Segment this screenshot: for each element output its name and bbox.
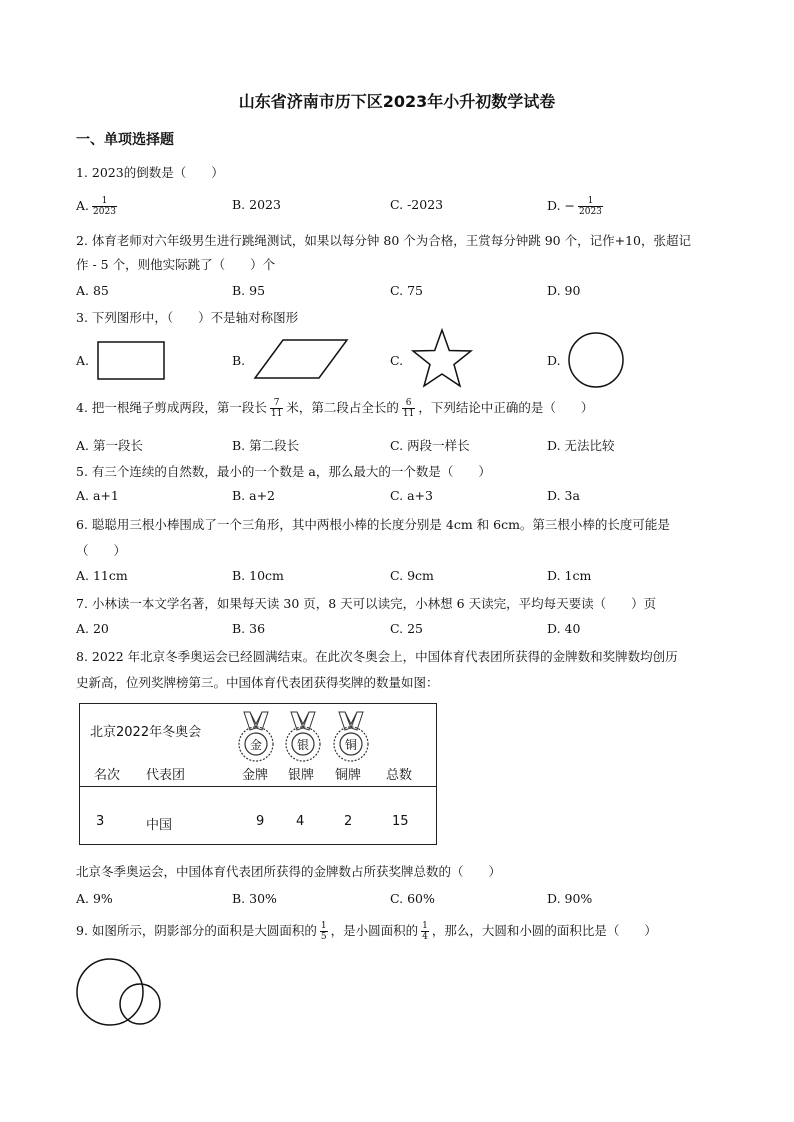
header-bronze: 铜牌 (335, 768, 362, 783)
q5-option-c: C. a+3 (390, 488, 433, 503)
q7-stem: 7. 小林读一本文学名著，如果每天读 30 页，8 天可以读完，小林想 6 天读完，平均每天要读（ ）页 (76, 596, 657, 611)
q7-option-d: D. 40 (547, 621, 581, 636)
q7-option-c: C. 25 (390, 621, 423, 636)
q6-option-c: C. 9cm (390, 568, 434, 583)
q8-question: 北京冬季奥运会，中国体育代表团所获得的金牌数占所获奖牌总数的（ ） (76, 864, 502, 879)
header-delegation: 代表团 (146, 768, 186, 783)
header-gold: 金牌 (242, 768, 269, 783)
q5-option-b: B. a+2 (232, 488, 276, 503)
q2-option-a: A. 85 (76, 283, 109, 298)
q5-option-a: A. a+1 (76, 488, 119, 503)
q4-stem: 4. 把一根绳子剪成两段，第一段长 $\frac{7}{11}$ 米，第二段占全长的 $\frac{6}{11}$ ，下列结论中正确的是（ ） (76, 398, 594, 419)
q8-stem-line1: 8. 2022 年北京冬季奥运会已经圆满结束。在此次冬奥会上，中国体育代表团所获得的金牌数和奖牌数均创历 (76, 649, 678, 664)
star-figure (410, 328, 474, 390)
q3-stem: 3. 下列图形中，（ ）不是轴对称图形 (76, 310, 299, 325)
header-rank: 名次 (94, 768, 121, 783)
q4-option-d: D. 无法比较 (547, 438, 615, 453)
q7-option-a: A. 20 (76, 621, 109, 636)
q1-stem: 1. 2023的倒数是（ ） (76, 165, 224, 180)
q7-option-b: B. 36 (232, 621, 266, 636)
q2-stem-line2: 作 - 5 个，则他实际跳了（ ）个 (76, 257, 276, 272)
parallelogram-figure (253, 338, 349, 382)
q2-stem-line1: 2. 体育老师对六年级男生进行跳绳测试，如果以每分钟 80 个为合格，王赏每分钟跳 90 个，记作+10，张超记 (76, 233, 691, 248)
q6-option-a: A. 11cm (76, 568, 128, 583)
header-silver: 银牌 (288, 768, 315, 783)
silver-medal-icon (283, 710, 323, 764)
gold-medal-icon (236, 710, 276, 764)
q1-option-b: B. 2023 (232, 197, 281, 212)
q3-option-c: C. (390, 353, 404, 368)
q6-option-d: D. 1cm (547, 568, 592, 583)
section-heading: 一、单项选择题 (76, 132, 174, 148)
q3-option-d: D. (547, 353, 561, 368)
q4-option-b: B. 第二段长 (232, 438, 300, 453)
q1-option-d: D. − $\frac{1}{2023}$ (547, 196, 602, 217)
table-caption: 北京2022年冬奥会 (90, 725, 202, 740)
bronze-medal-glyph: 铜 (344, 738, 358, 752)
gold-medal-glyph: 金 (249, 738, 263, 752)
q8-option-c: C. 60% (390, 891, 435, 906)
cell-total: 15 (392, 814, 409, 829)
q6-stem-line1: 6. 聪聪用三根小棒围成了一个三角形，其中两根小棒的长度分别是 4cm 和 6cm。第三根小棒的长度可能是 (76, 517, 670, 532)
cell-delegation: 中国 (146, 818, 173, 833)
q1-option-c: C. -2023 (390, 197, 444, 212)
circle-figure (566, 330, 626, 390)
q2-option-c: C. 75 (390, 283, 423, 298)
q4-option-a: A. 第一段长 (76, 438, 143, 453)
q5-option-d: D. 3a (547, 488, 580, 503)
q2-option-b: B. 95 (232, 283, 266, 298)
q6-stem-line2: （ ） (76, 543, 127, 558)
silver-medal-glyph: 银 (296, 738, 310, 752)
q4-option-c: C. 两段一样长 (390, 438, 470, 453)
q6-option-b: B. 10cm (232, 568, 284, 583)
q8-option-a: A. 9% (76, 891, 113, 906)
bronze-medal-icon (331, 710, 371, 764)
q2-option-d: D. 90 (547, 283, 581, 298)
q1-option-a: A. $\frac{1}{2023}$ (76, 196, 116, 217)
cell-bronze: 2 (344, 814, 353, 829)
cell-gold: 9 (256, 814, 265, 829)
overlapping-circles-figure (74, 954, 166, 1030)
q9-stem: 9. 如图所示，阴影部分的面积是大圆面积的 $\frac{1}{5}$ ，是小圆面积的 $\frac{1}{4}$ ，那么，大圆和小圆的面积比是（ ） (76, 921, 657, 942)
q8-stem-line2: 史新高，位列奖牌榜第三。中国体育代表团获得奖牌的数量如图： (76, 675, 439, 690)
q5-stem: 5. 有三个连续的自然数，最小的一个数是 a，那么最大的一个数是（ ） (76, 464, 491, 479)
q3-option-b: B. (232, 353, 246, 368)
q8-option-b: B. 30% (232, 891, 277, 906)
q3-option-a: A. (76, 353, 90, 368)
exam-title: 山东省济南市历下区2023年小升初数学试卷 (238, 92, 556, 111)
q8-option-d: D. 90% (547, 891, 593, 906)
table-divider (80, 786, 436, 787)
medal-table (79, 703, 437, 845)
cell-silver: 4 (296, 814, 305, 829)
header-total: 总数 (386, 768, 413, 783)
rectangle-figure (96, 340, 168, 382)
cell-rank: 3 (96, 814, 105, 829)
